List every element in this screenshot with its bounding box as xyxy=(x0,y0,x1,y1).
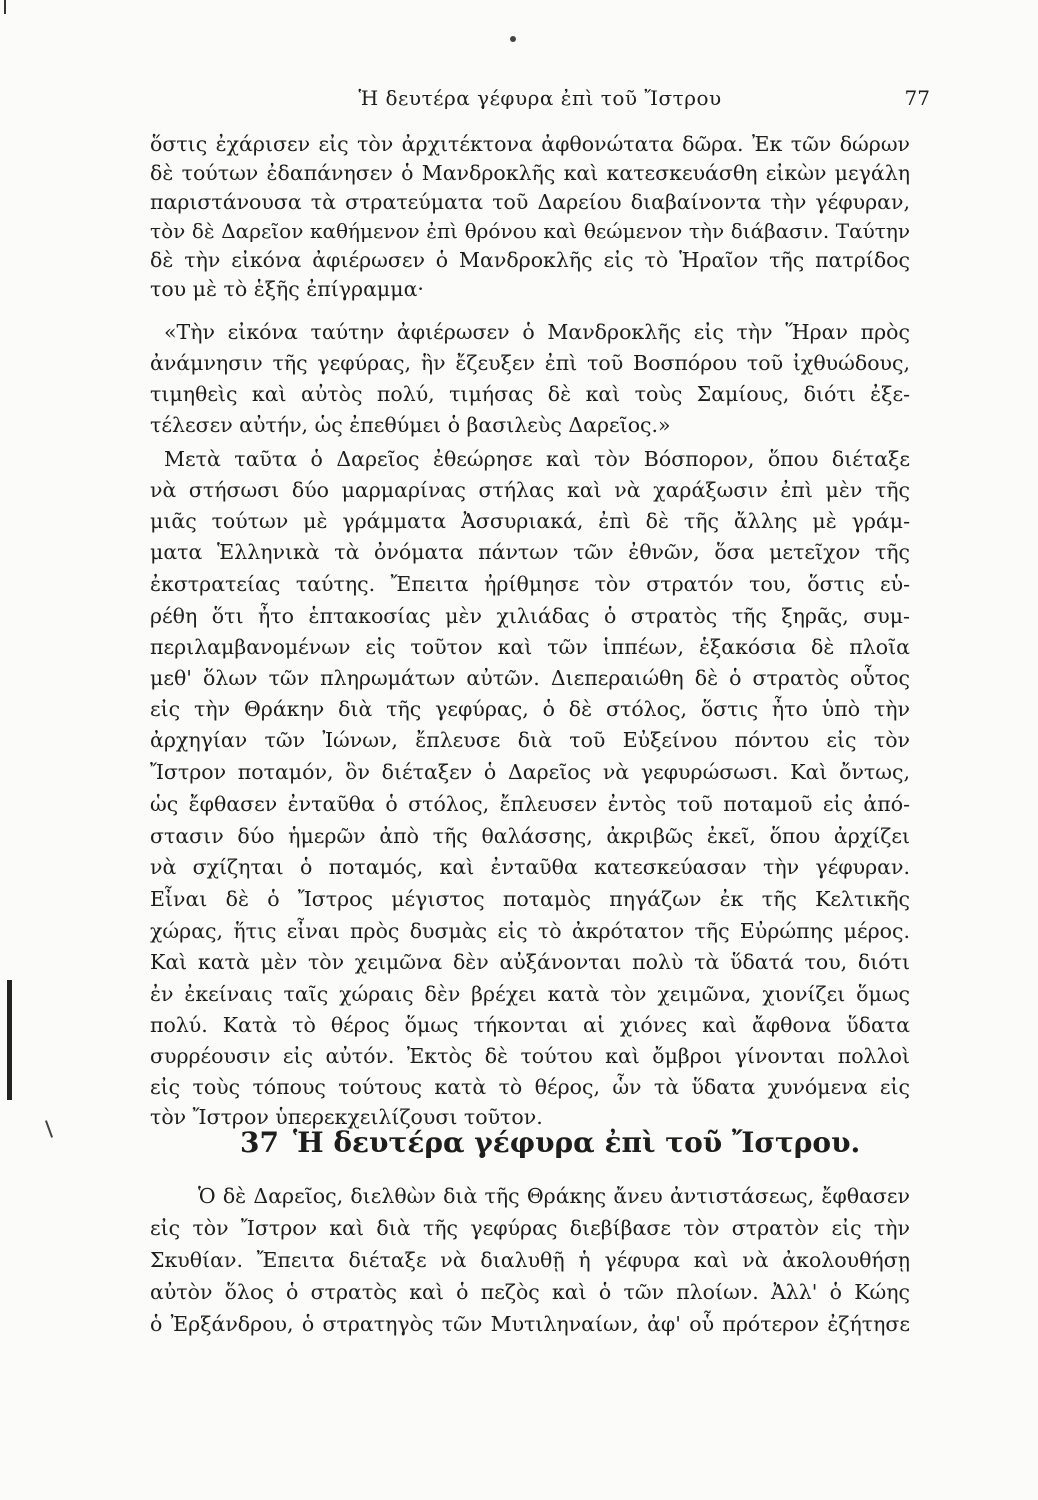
text-line: Εἶναι δὲ ὁ Ἴστρος μέγιστος ποταμὸς πηγάζων ἐκ τῆς Κελτικῆς xyxy=(150,887,910,911)
margin-tick-mark xyxy=(45,1120,53,1138)
text-line: ματα Ἑλληνικὰ τὰ ὀνόματα πάντων τῶν ἐθνῶν, ὅσα μετεῖχον τῆς xyxy=(150,540,910,564)
text-line: δὲ τὴν εἰκόνα ἀφιέρωσεν ὁ Μανδροκλῆς εἰς τὸ Ἡραῖον τῆς πατρίδος xyxy=(150,248,910,272)
text-line: ἀνάμνησιν τῆς γεφύρας, ἣν ἔζευξεν ἐπὶ τοῦ Βοσπόρου τοῦ ἰχθυώδους, xyxy=(150,351,910,375)
text-line: του μὲ τὸ ἑξῆς ἐπίγραμμα· xyxy=(150,277,424,301)
text-line: πολύ. Κατὰ τὸ θέρος ὅμως τήκονται αἱ χιόνες καὶ ἄφθονα ὕδατα xyxy=(150,1013,910,1037)
text-line: αὐτὸν ὅλος ὁ στρατὸς καὶ ὁ πεζὸς καὶ ὁ τῶν πλοίων. Ἀλλ' ὁ Κώης xyxy=(150,1280,910,1304)
text-line: νὰ σχίζηται ὁ ποταμός, καὶ ἐνταῦθα κατεσκεύασαν τὴν γέφυραν. xyxy=(150,855,910,879)
text-line: περιλαμβανομένων εἰς τοῦτον καὶ τῶν ἱππέων, ἑξακόσια δὲ πλοῖα xyxy=(150,635,910,659)
section-number: 37 xyxy=(240,1126,279,1159)
text-line: Μετὰ ταῦτα ὁ Δαρεῖος ἐθεώρησε καὶ τὸν Βόσπορον, ὅπου διέταξε xyxy=(164,447,910,471)
margin-binding-mark xyxy=(7,980,12,1100)
text-line: στασιν δύο ἡμερῶν ἀπὸ τῆς θαλάσσης, ἀκριβῶς ἐκεῖ, ὅπου ἀρχίζει xyxy=(150,824,910,848)
text-line: εἰς τὸν Ἴστρον καὶ διὰ τῆς γεφύρας διεβίβασε τὸν στρατὸν εἰς τὴν xyxy=(150,1216,910,1240)
text-line: εἰς τοὺς τόπους τούτους κατὰ τὸ θέρος, ὧν τὰ ὕδατα χυνόμενα εἰς xyxy=(150,1075,910,1099)
text-line: Καὶ κατὰ μὲν τὸν χειμῶνα δὲν αὐξάνονται πολὺ τὰ ὕδατά του, διότι xyxy=(150,950,910,974)
text-line: ἐν ἐκείναις ταῖς χώραις δὲν βρέχει κατὰ τὸν χειμῶνα, χιονίζει ὅμως xyxy=(150,982,910,1006)
running-title: Ἡ δευτέρα γέφυρα ἐπὶ τοῦ Ἴστρου xyxy=(358,86,722,110)
text-line: τιμηθεὶς καὶ αὐτὸς πολύ, τιμήσας δὲ καὶ τοὺς Σαμίους, διότι ἐξε- xyxy=(150,382,910,406)
section-title: Ἡ δευτέρα γέφυρα ἐπὶ τοῦ Ἴστρου. xyxy=(292,1126,861,1159)
text-line: Ὁ δὲ Δαρεῖος, διελθὼν διὰ τῆς Θράκης ἄνευ ἀντιστάσεως, ἔφθασεν xyxy=(198,1184,910,1208)
ink-speck xyxy=(510,36,516,42)
text-line: Ἴστρον ποταμόν, ὃν διέταξεν ὁ Δαρεῖος νὰ γεφυρώσωσι. Καὶ ὄντως, xyxy=(150,760,910,784)
text-line: ἐκστρατείας ταύτης. Ἔπειτα ἠρίθμησε τὸν στρατόν του, ὅστις εὑ- xyxy=(150,572,910,596)
text-line: δὲ τούτων ἐδαπάνησεν ὁ Μανδροκλῆς καὶ κατεσκευάσθη εἰκὼν μεγάλη xyxy=(150,161,910,185)
page-number: 77 xyxy=(904,86,930,110)
text-line: τέλεσεν αὐτήν, ὡς ἐπεθύμει ὁ βασιλεὺς Δαρεῖος.» xyxy=(150,413,671,437)
section-heading xyxy=(240,1126,880,1159)
text-line: χώρας, ἥτις εἶναι πρὸς δυσμὰς εἰς τὸ ἀκρότατον τῆς Εὐρώπης μέρος. xyxy=(150,919,910,943)
text-line: Σκυθίαν. Ἔπειτα διέταξε νὰ διαλυθῇ ἡ γέφυρα καὶ νὰ ἀκολουθήσῃ xyxy=(150,1248,910,1272)
text-line: παριστάνουσα τὰ στρατεύματα τοῦ Δαρείου διαβαίνοντα τὴν γέφυραν, xyxy=(150,190,910,214)
text-line: νὰ στήσωσι δύο μαρμαρίνας στήλας καὶ νὰ χαράξωσιν ἐπὶ μὲν τῆς xyxy=(150,478,910,502)
text-line: «Τὴν εἰκόνα ταύτην ἀφιέρωσεν ὁ Μανδροκλῆς εἰς τὴν Ἥραν πρὸς xyxy=(164,320,910,344)
text-line: ὁ Ἐρξάνδρου, ὁ στρατηγὸς τῶν Μυτιληναίων, ἀφ' οὗ πρότερον ἐζήτησε xyxy=(150,1312,910,1336)
text-line: μιᾶς τούτων μὲ γράμματα Ἀσσυριακά, ἐπὶ δὲ τῆς ἄλλης μὲ γράμ- xyxy=(150,509,910,533)
text-line: τὸν δὲ Δαρεῖον καθήμενον ἐπὶ θρόνου καὶ θεώμενον τὴν διάβασιν. Ταύτην xyxy=(150,219,910,243)
text-line: εἰς τὴν Θράκην διὰ τῆς γεφύρας, ὁ δὲ στόλος, ὅστις ἦτο ὑπὸ τὴν xyxy=(150,697,910,721)
scan-mark xyxy=(4,0,6,14)
text-line: ὡς ἔφθασεν ἐνταῦθα ὁ στόλος, ἔπλευσεν ἐντὸς τοῦ ποταμοῦ εἰς ἀπό- xyxy=(150,792,910,816)
text-line: ρέθη ὅτι ἦτο ἑπτακοσίας μὲν χιλιάδας ὁ στρατὸς τῆς ξηρᾶς, συμ- xyxy=(150,604,910,628)
text-line: ἀρχηγίαν τῶν Ἰώνων, ἔπλευσε διὰ τοῦ Εὐξείνου πόντου εἰς τὸν xyxy=(150,728,910,752)
text-line: ὅστις ἐχάρισεν εἰς τὸν ἀρχιτέκτονα ἀφθονώτατα δῶρα. Ἐκ τῶν δώρων xyxy=(150,132,910,156)
text-line: συρρέουσιν εἰς αὐτόν. Ἐκτὸς δὲ τούτου καὶ ὄμβροι γίνονται πολλοὶ xyxy=(150,1044,910,1068)
text-line: μεθ' ὅλων τῶν πληρωμάτων αὐτῶν. Διεπεραιώθη δὲ ὁ στρατὸς οὗτος xyxy=(150,666,910,690)
text-line: τὸν Ἴστρον ὑπερεκχειλίζουσι τοῦτον. xyxy=(150,1105,543,1129)
